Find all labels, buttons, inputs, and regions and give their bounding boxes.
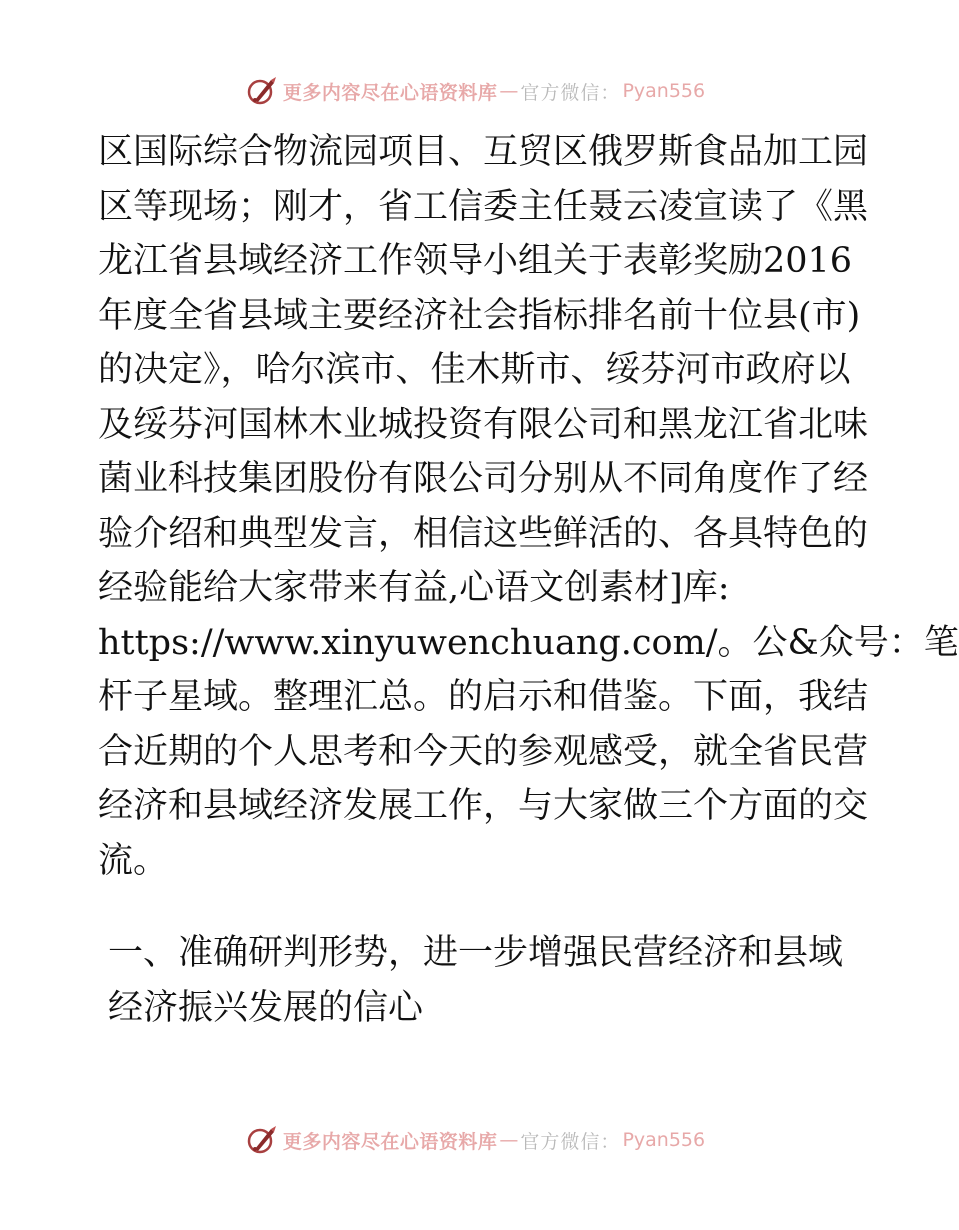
document-body	[98, 125, 959, 1035]
watermark-wechat-id: Pyan556	[622, 1129, 706, 1151]
watermark-official-label: 官方微信：	[520, 81, 621, 104]
paragraph-spacer	[98, 888, 850, 926]
paragraph-line: 合近期的个人思考和今天的参观感受，就全省民营	[98, 731, 869, 772]
paragraph-line: 经验能给大家带来有益,心语文创素材]库:	[98, 568, 730, 608]
paragraph-line: 验介绍和典型发言，相信这些鲜活的、各具特色的	[98, 513, 869, 554]
section-heading	[98, 926, 850, 1035]
heading-line: 经济振兴发展的信心	[108, 987, 424, 1028]
heading-line: 一、准确研判形势，进一步增强民营经济和县域	[108, 933, 844, 973]
paragraph-line: 的决定》，哈尔滨市、佳木斯市、绥芬河市政府以	[98, 350, 851, 390]
watermark-wechat-id: Pyan556	[622, 80, 706, 102]
paragraph-line: 区等现场；刚才，省工信委主任聂云凌宣读了《黑	[98, 186, 869, 227]
paragraph-line: https://www.xinyuwenchuang.com/。公&众号：笔	[98, 622, 959, 663]
watermark-main-text: 更多内容尽在心语资料库	[282, 1130, 498, 1153]
paragraph-line: 区国际综合物流园项目、互贸区俄罗斯食品加工园	[98, 132, 869, 172]
watermark-dash: —	[499, 1129, 519, 1151]
quill-pen-icon	[245, 1123, 279, 1157]
watermark-official-label: 官方微信：	[520, 1130, 621, 1153]
paragraph-line: 菌业科技集团股份有限公司分别从不同角度作了经	[98, 459, 869, 499]
paragraph-line: 流。	[98, 840, 169, 881]
header-watermark	[0, 74, 950, 108]
quill-pen-icon	[245, 74, 279, 108]
body-paragraph	[98, 125, 959, 888]
paragraph-line: 龙江省县域经济工作领导小组关于表彰奖励2016	[98, 241, 853, 281]
paragraph-line: 经济和县域经济发展工作，与大家做三个方面的交	[98, 786, 869, 826]
footer-watermark	[0, 1123, 950, 1157]
watermark-dash: —	[499, 80, 519, 102]
paragraph-line: 及绥芬河国林木业城投资有限公司和黑龙江省北味	[98, 404, 869, 445]
paragraph-line: 年度全省县域主要经济社会指标排名前十位县(市)	[98, 295, 861, 336]
watermark-main-text: 更多内容尽在心语资料库	[282, 81, 498, 104]
paragraph-line: 杆子星域。整理汇总。的启示和借鉴。下面，我结	[98, 677, 869, 717]
